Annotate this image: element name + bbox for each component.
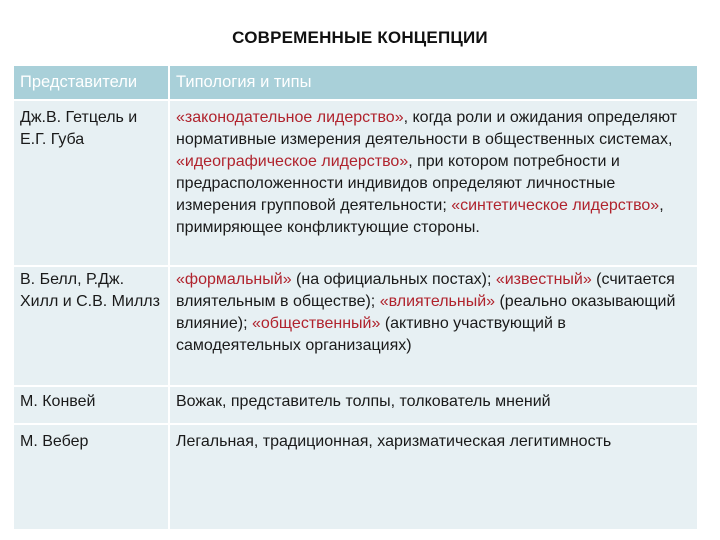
highlighted-term: «законодательное лидерство» <box>176 109 404 126</box>
text-segment: Вожак, представитель толпы, толкователь мнений <box>176 393 551 410</box>
highlighted-term: «общественный» <box>251 315 381 332</box>
text-segment: , при котором потребности и предрасположенности индивидов определяют личностные измерения групповой деятельности; <box>176 153 620 214</box>
text-segment: , когда роли и ожидания определяют нормативные измерения деятельности в общественных системах, <box>176 109 678 148</box>
text-segment: (реально оказывающий влияние); <box>176 293 676 332</box>
header-typology: Типология и типы <box>169 65 698 100</box>
text-segment: Легальная, традиционная, харизматическая легитимность <box>176 433 612 450</box>
author-cell: М. Вебер <box>13 424 169 530</box>
highlighted-term: «известный» <box>495 271 592 288</box>
text-segment: (считается влиятельным в обществе); <box>176 271 675 310</box>
header-representatives: Представители <box>13 65 169 100</box>
table-header-row <box>13 65 698 100</box>
concepts-table <box>12 64 699 531</box>
text-segment: , примиряющее конфликтующие стороны. <box>176 197 664 236</box>
author-cell: Дж.В. Гетцель и Е.Г. Губа <box>13 100 169 266</box>
table-row <box>13 424 698 530</box>
highlighted-term: «влиятельный» <box>379 293 496 310</box>
typology-cell <box>169 386 698 424</box>
text-segment: (на официальных постах); <box>291 271 496 288</box>
highlighted-term: «идеографическое лидерство» <box>176 153 409 170</box>
typology-cell <box>169 266 698 386</box>
highlighted-term: «формальный» <box>176 271 292 288</box>
table-row <box>13 100 698 266</box>
text-segment: (активно участвующий в самодеятельных организациях) <box>176 315 566 354</box>
author-cell: М. Конвей <box>13 386 169 424</box>
author-cell: В. Белл, Р.Дж. Хилл и С.В. Миллз <box>13 266 169 386</box>
table-row <box>13 266 698 386</box>
typology-cell <box>169 100 698 266</box>
highlighted-term: «синтетическое лидерство» <box>451 197 660 214</box>
table-row <box>13 386 698 424</box>
page-title: СОВРЕМЕННЫЕ КОНЦЕПЦИИ <box>232 28 488 47</box>
typology-cell <box>169 424 698 530</box>
